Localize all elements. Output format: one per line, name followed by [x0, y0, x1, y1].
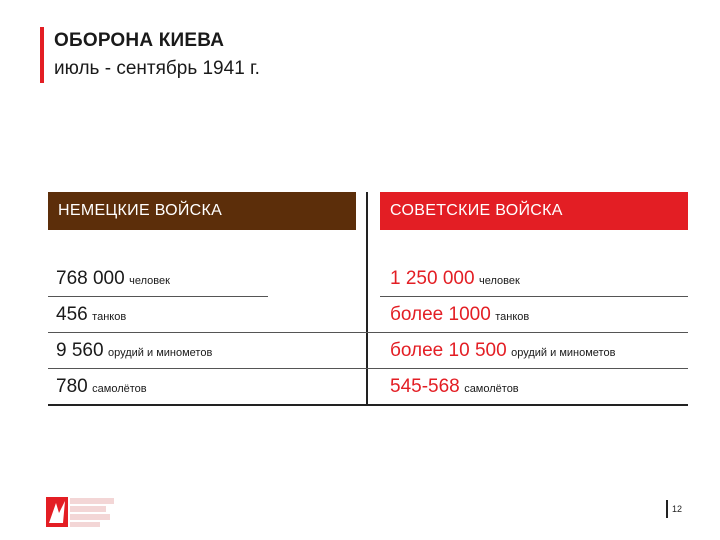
row-separator — [48, 332, 688, 333]
page-number: 12 — [672, 504, 683, 514]
soviet-aircraft-value: 545-568 — [390, 376, 460, 397]
german-tanks — [56, 304, 126, 326]
german-tanks-value: 456 — [56, 304, 88, 325]
row-separator — [380, 296, 688, 297]
soviet-tanks-unit: танков — [495, 311, 530, 323]
table-row-aircraft — [48, 368, 688, 404]
page-title: ОБОРОНА КИЕВА — [54, 30, 225, 51]
german-personnel-unit: человек — [129, 275, 170, 287]
german-aircraft — [56, 376, 147, 398]
soviet-artillery — [390, 340, 615, 362]
soviet-aircraft — [390, 376, 519, 398]
soviet-personnel-value: 1 250 000 — [390, 268, 475, 289]
german-artillery — [56, 340, 212, 362]
soviet-personnel — [390, 268, 520, 290]
german-aircraft-unit: самолётов — [92, 383, 147, 395]
row-separator — [48, 404, 688, 406]
table-row-personnel — [48, 260, 688, 296]
german-personnel — [56, 268, 170, 290]
title-accent-bar — [40, 27, 44, 83]
soviet-tanks-value: более 1000 — [390, 304, 491, 325]
german-artillery-unit: орудий и минометов — [108, 347, 213, 359]
organization-logo — [46, 495, 116, 529]
page-number-bar — [666, 500, 668, 518]
german-forces-header — [48, 192, 356, 230]
german-personnel-value: 768 000 — [56, 268, 125, 289]
soviet-forces-header-label: СОВЕТСКИЕ ВОЙСКА — [390, 202, 563, 219]
row-separator — [48, 368, 688, 369]
german-tanks-unit: танков — [92, 311, 127, 323]
soviet-forces-header — [380, 192, 688, 230]
soviet-personnel-unit: человек — [478, 275, 520, 287]
soviet-tanks — [390, 304, 529, 326]
table-row-tanks — [48, 296, 688, 332]
german-artillery-value: 9 560 — [56, 340, 104, 361]
row-separator — [48, 296, 268, 297]
soviet-artillery-value: более 10 500 — [390, 340, 507, 361]
german-aircraft-value: 780 — [56, 376, 88, 397]
german-forces-header-label: НЕМЕЦКИЕ ВОЙСКА — [58, 202, 223, 219]
page-subtitle: июль - сентябрь 1941 г. — [54, 58, 260, 79]
soviet-aircraft-unit: самолётов — [464, 383, 519, 395]
soviet-artillery-unit: орудий и минометов — [511, 347, 616, 359]
table-row-artillery — [48, 332, 688, 368]
